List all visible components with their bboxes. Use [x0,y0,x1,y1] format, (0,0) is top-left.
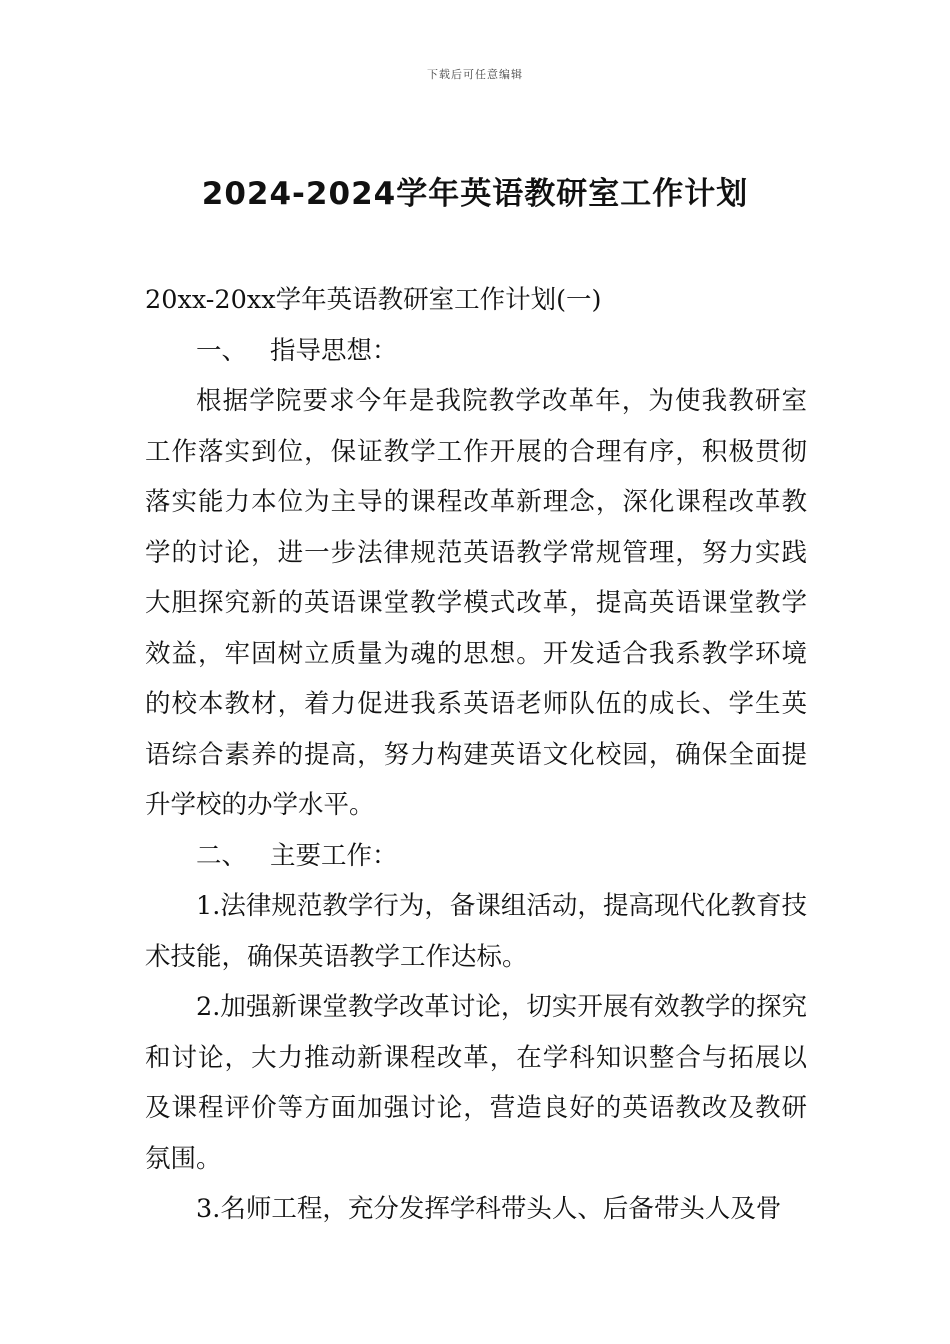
section-2-number: 二、 [196,840,248,871]
document-body [145,275,807,1235]
work-item-3: 3.名师工程，充分发挥学科带头人、后备带头人及骨 [196,1194,782,1224]
section-1-heading [145,326,807,377]
header-note: 下载后可任意编辑 [427,68,523,81]
subtitle: 20xx-20xx学年英语教研室工作计划(一) [145,285,602,315]
section-2-heading [145,831,807,882]
work-item-2: 2.加强新课堂教学改革讨论，切实开展有效教学的探究和讨论，大力推动新课程改革，在学科知识整合与拓展以及课程评价等方面加强讨论，营造良好的英语教改及教研氛围。 [145,992,807,1174]
section-1-title: 指导思想： [269,335,398,366]
section-2-title: 主要工作： [269,840,398,871]
document-title: 2024-2024学年英语教研室工作计划 [201,176,749,212]
section-1-number: 一、 [196,335,248,366]
work-item-1: 1.法律规范教学行为，备课组活动，提高现代化教育技术技能，确保英语教学工作达标。 [145,891,807,972]
section-1-paragraph: 根据学院要求今年是我院教学改革年，为使我教研室工作落实到位，保证教学工作开展的合理有序，积极贯彻落实能力本位为主导的课程改革新理念，深化课程改革教学的讨论，进一步法律规范英语教学常规管理，努力实践大胆探究新的英语课堂教学模式改革，提高英语课堂教学效益，牢固树立质量为魂的思想。开发适合我系教学环境的校本教材，着力促进我系英语老师队伍的成长、学生英语综合素养的提高，努力构建英语文化校园，确保全面提升学校的办学水平。 [145,386,807,820]
